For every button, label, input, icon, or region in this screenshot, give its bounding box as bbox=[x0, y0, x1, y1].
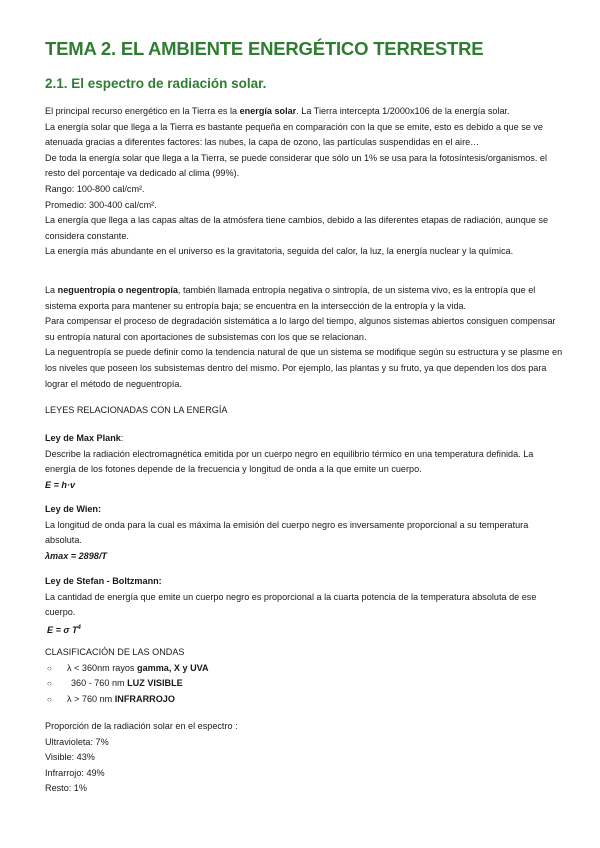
laws-heading: LEYES RELACIONADAS CON LA ENERGÍA bbox=[45, 405, 228, 415]
list-item: ○ 360 - 760 nm LUZ VISIBLE bbox=[47, 676, 565, 692]
intro-paragraph-3: De toda la energía solar que llega a la Tierra, se puede considerar que sólo un 1% se usa para la fotosíntesis/organismos. el resto del porcentaje va dedicado al clima (99%). bbox=[45, 152, 547, 179]
stefan-law-description: La cantidad de energía que emite un cuerpo negro es proporcional a la cuarta potencia de la temperatura absoluta de ese cuerpo. bbox=[45, 591, 537, 618]
proportion-row: Resto: 1% bbox=[45, 783, 87, 794]
planck-law-description: Describe la radiación electromagnética emitida por un cuerpo negro en equilibrio térmico en una temperatura definida. La energía de los fotones depende de la frecuencia y longitud de onda a la que emite un cuerpo. bbox=[45, 448, 534, 475]
planck-law bbox=[45, 431, 565, 493]
intro-paragraph-7: La energía más abundante en el universo es la gravitatoria, seguida del calor, la luz, la energía nuclear y la química. bbox=[45, 246, 514, 257]
proportion-heading: Proporción de la radiación solar en el espectro : bbox=[45, 721, 238, 731]
stefan-formula: E = σ $T^4$ bbox=[47, 624, 81, 635]
intro-paragraph-6: La energía que llega a las capas altas de la atmósfera tiene cambios, debido a las diferentes etapas de radiación, aunque se considera constante. bbox=[45, 215, 549, 241]
list-item: ○ λ > 760 nm INFRARROJO bbox=[47, 692, 565, 708]
proportion-row: Infrarrojo: 49% bbox=[45, 767, 105, 778]
proportion-row: Ultravioleta: 7% bbox=[45, 736, 109, 747]
stefan-law bbox=[45, 574, 565, 638]
negentropy-paragraph-2: Para compensar el proceso de degradación sistemática a lo largo del tiempo, algunos sistemas abiertos consiguen compensar su entropía natural con aportaciones de subsistemas con los que se relacionan. bbox=[45, 316, 556, 342]
waves-list bbox=[45, 661, 565, 708]
negentropy-paragraph-3: La neguentropía se puede definir como la tendencia natural de que un sistema se modifique según su estructura y se plasme en los niveles que poseen los subsistemas dentro del mismo. Por ejemplo, las plantas y su fruto, ya que dependen los dos para lograr el método de neguentropía. bbox=[45, 347, 563, 389]
intro-average: Promedio: 300-400 cal/cm². bbox=[45, 199, 157, 210]
stefan-law-name: Ley de Stefan - Boltzmann: bbox=[45, 576, 162, 586]
waves-heading: CLASIFICACIÓN DE LAS ONDAS bbox=[45, 647, 185, 657]
intro-range: Rango: 100-800 cal/cm². bbox=[45, 183, 145, 194]
negentropy-paragraph-1: La neguentropía o negentropía, también llamada entropía negativa o sintropía, de un sistema vivo, es la entropía que el sistema exporta para mantener su entropía baja; se encuentra en la intersección de la entropía y la vida. bbox=[45, 285, 536, 311]
waves-section bbox=[45, 645, 565, 707]
section-title: 2.1. El espectro de radiación solar. bbox=[45, 76, 267, 91]
wien-law bbox=[45, 502, 565, 564]
intro-paragraph-1: El principal recurso energético en la Tierra es la energía solar. La Tierra intercepta 1/2000x106 de la energía solar. bbox=[45, 106, 510, 116]
intro-section bbox=[45, 104, 565, 260]
page-title: TEMA 2. EL AMBIENTE ENERGÉTICO TERRESTRE bbox=[45, 38, 484, 59]
list-item: ○ λ < 360nm rayos gamma, X y UVA bbox=[47, 661, 565, 677]
wien-formula: λmax = 2898/T bbox=[45, 550, 107, 561]
wien-law-name: Ley de Wien: bbox=[45, 504, 102, 514]
proportion-section bbox=[45, 719, 565, 797]
negentropy-section bbox=[45, 283, 565, 392]
wien-law-description: La longitud de onda para la cual es máxima la emisión del cuerpo negro es inversamente proporcional a su temperatura absoluta. bbox=[45, 519, 529, 546]
planck-law-name: Ley de Max Plank: bbox=[45, 433, 124, 443]
planck-formula: E = h·v bbox=[45, 479, 76, 490]
proportion-row: Visible: 43% bbox=[45, 752, 95, 763]
intro-paragraph-2: La energía solar que llega a la Tierra es bastante pequeña en comparación con la que se emite, esto es debido a que se ve atenuada gracias a diferentes factores: las nubes, la capa de ozono, las partículas suspendidas en el aire… bbox=[45, 121, 543, 148]
